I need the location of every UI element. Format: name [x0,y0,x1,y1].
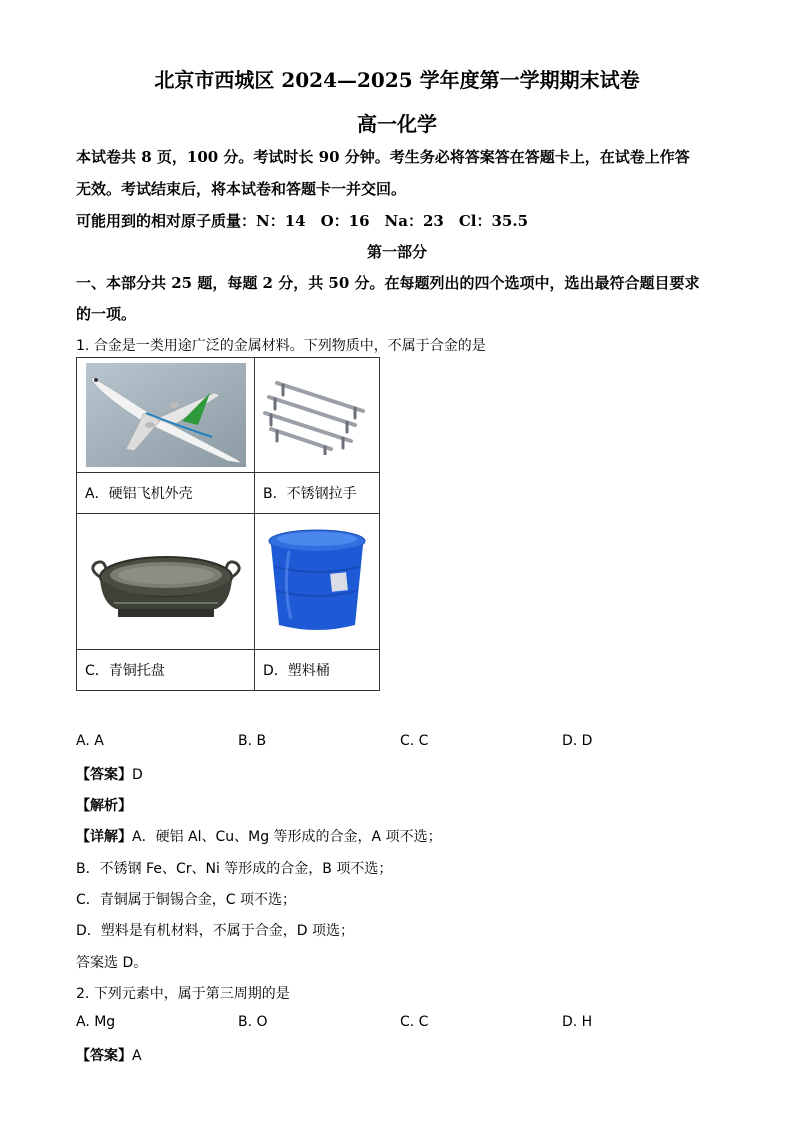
plastic-bucket-image [265,527,369,637]
q1-detail-line-4: D．塑料是有机材料，不属于合金，D 项选； [76,923,355,939]
answer-tag: 【答案】 [76,767,132,783]
q1-option-a[interactable]: A. A [76,733,104,749]
steel-handles-image [259,375,375,455]
detail-text: A．硬铝 Al、Cu、Mg 等形成的合金，A 项不选； [132,829,442,845]
bronze-tray-image [86,537,246,627]
q1-detail-line-2: B．不锈钢 Fe、Cr、Ni 等形成的合金，B 项不选； [76,861,393,877]
option-d-picture-cell [255,514,380,650]
option-b-label: B．不锈钢拉手 [255,473,380,514]
instructions-line-1: 本试卷共 8 页，100 分。考试时长 90 分钟。考生务必将答案答在答题卡上，在试卷上作答 [76,148,690,166]
option-d-label: D．塑料桶 [255,650,380,691]
q2-answer [76,1045,142,1065]
q1-option-d[interactable]: D. D [562,733,593,749]
q1-option-table [76,357,380,691]
detail-tag: 【详解】 [76,829,132,845]
part-description-line-1: 一、本部分共 25 题，每题 2 分，共 50 分。在每题列出的四个选项中，选出最符合题目要求 [76,274,700,292]
option-c-label: C．青铜托盘 [77,650,255,691]
answer-value: D [132,767,143,783]
option-b-picture-cell [255,358,380,473]
option-a-label: A．硬铝飞机外壳 [77,473,255,514]
q2-option-b[interactable]: B. O [238,1014,268,1030]
instructions-line-2: 无效。考试结束后，将本试卷和答题卡一并交回。 [76,180,407,198]
airplane-image [86,363,246,467]
q1-stem: 1. 合金是一类用途广泛的金属材料。下列物质中，不属于合金的是 [76,338,486,354]
q1-detail-line-3: C．青铜属于铜锡合金，C 项不选； [76,892,297,908]
option-a-picture-cell [77,358,255,473]
q1-detail-line-1 [76,826,442,846]
atomic-mass-line: 可能用到的相对原子质量：N：14 O：16 Na：23 Cl：35.5 [76,212,529,230]
answer-tag: 【答案】 [76,1048,132,1064]
part-title: 第一部分 [366,243,427,261]
q1-option-b[interactable]: B. B [238,733,267,749]
option-c-picture-cell [77,514,255,650]
q2-option-a[interactable]: A. Mg [76,1014,116,1030]
q2-option-d[interactable]: D. H [562,1014,593,1030]
answer-value: A [132,1048,142,1064]
q1-analysis-tag: 【解析】 [76,798,132,814]
q1-answer [76,764,143,784]
q2-option-c[interactable]: C. C [400,1014,429,1030]
document-subtitle: 高一化学 [357,112,437,136]
q1-option-c[interactable]: C. C [400,733,429,749]
q1-detail-line-5: 答案选 D。 [76,955,148,971]
q2-stem: 2. 下列元素中，属于第三周期的是 [76,986,290,1002]
document-title: 北京市西城区 2024—2025 学年度第一学期期末试卷 [154,68,640,92]
part-description-line-2: 的一项。 [76,305,137,323]
